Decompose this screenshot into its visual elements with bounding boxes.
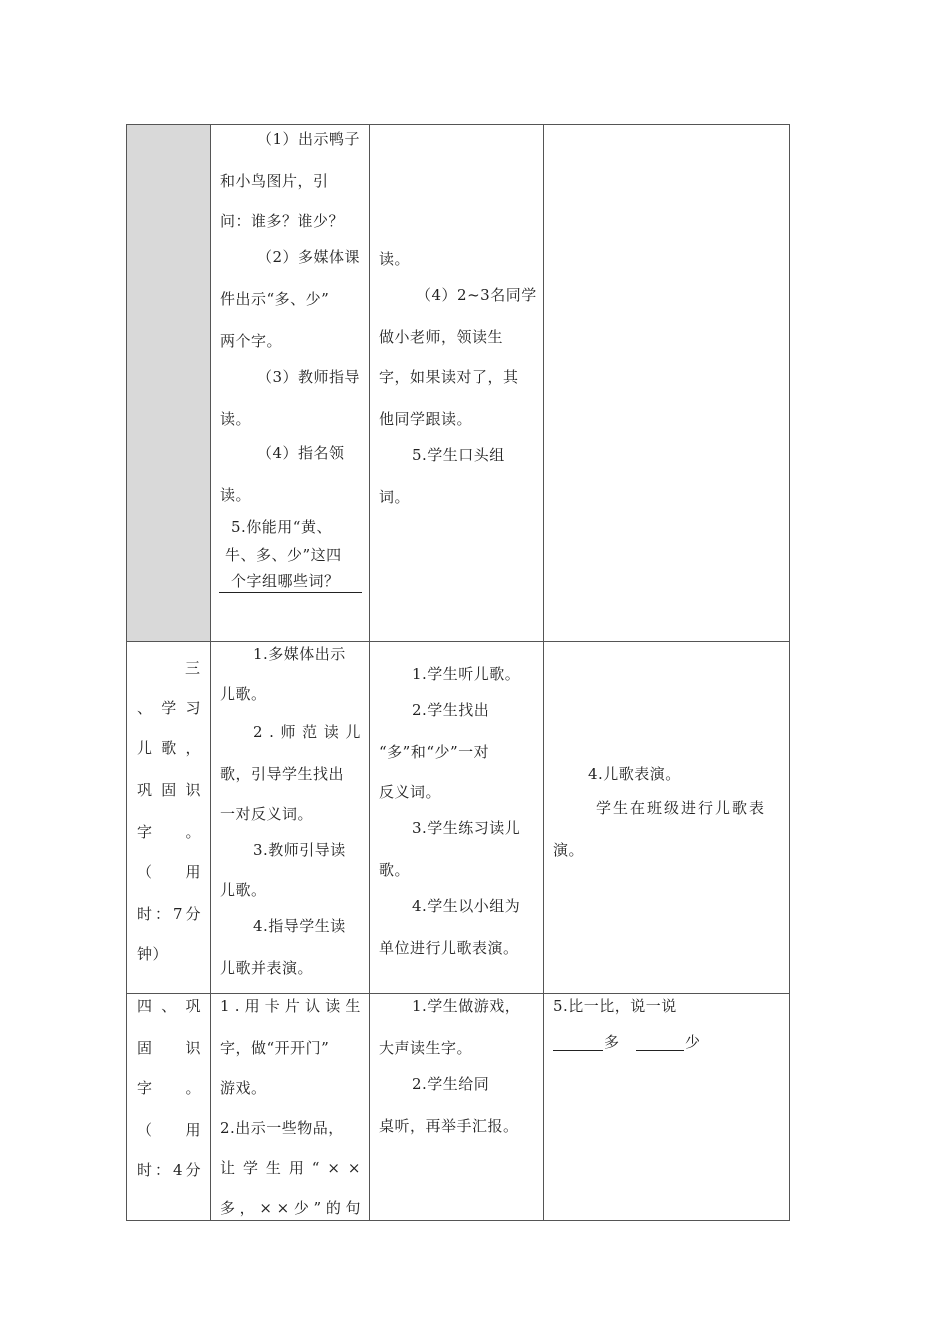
stage-text-line: 巩 固 识 — [137, 781, 201, 799]
text-line: 问：谁多？谁少？ — [220, 212, 345, 230]
text-line: 两个字。 — [220, 332, 283, 350]
text-line: 1 . 用 卡 片 认 读 生 — [220, 997, 361, 1015]
stage-cell-section4 — [126, 993, 211, 1221]
text-line: 个字组哪些词？ — [231, 572, 340, 590]
text-line: 2.学生找出 — [412, 701, 490, 719]
stage-cell-section3 — [126, 641, 211, 994]
stage-text-line: 四 、 巩 — [137, 997, 201, 1015]
stage-text-line: 时 ： 4 分 — [137, 1161, 201, 1179]
student-cell-section2 — [369, 124, 544, 642]
text-line: 大声读生字。 — [379, 1039, 473, 1057]
text-line: 让 学 生 用 “ × × — [220, 1159, 361, 1177]
text-line: 4.学生以小组为 — [412, 897, 521, 915]
text-line: 件出示“多、少” — [220, 290, 330, 308]
stage-text-line: （ 用 — [137, 863, 201, 881]
text-line: 1.学生做游戏， — [412, 997, 521, 1015]
stage-text-line: 三 — [185, 659, 201, 677]
text-line: （4）2~3名同学 — [416, 286, 537, 304]
text-line: 儿歌。 — [220, 881, 267, 899]
text-line: 学生在班级进行儿歌表 — [596, 799, 767, 817]
stage-text-line: 时 ： 7 分 — [137, 905, 201, 923]
underline — [219, 592, 362, 593]
text-line: （4）指名领 — [257, 444, 345, 462]
text-line: （1）出示鸭子 — [257, 130, 361, 148]
stage-text-line: 钟） — [137, 945, 169, 963]
text-line: 演。 — [553, 841, 585, 859]
text-line: 字，如果读对了，其 — [379, 368, 519, 386]
text-line: 2.学生给同 — [412, 1075, 490, 1093]
text-line: 歌。 — [379, 861, 411, 879]
stage-cell-section2 — [126, 124, 211, 642]
text-line: 3.学生练习读儿 — [412, 819, 521, 837]
stage-text-line: 固 识 — [137, 1039, 201, 1057]
stage-text-line: 、 学 习 — [137, 699, 201, 717]
text-line: 一对反义词。 — [220, 805, 314, 823]
text-line: 他同学跟读。 — [379, 410, 473, 428]
student-cell-section3 — [369, 641, 544, 994]
fill-blank-2 — [636, 1050, 684, 1051]
text-line: 儿歌。 — [220, 685, 267, 703]
text-line: 读。 — [220, 486, 252, 504]
text-line: 歌，引导学生找出 — [220, 765, 345, 783]
text-line: 4.指导学生读 — [253, 917, 346, 935]
text-line: 桌听，再举手汇报。 — [379, 1117, 519, 1135]
text-line: （3）教师指导 — [257, 368, 361, 386]
text-line: 1.多媒体出示 — [253, 645, 346, 663]
stage-text-line: （ 用 — [137, 1121, 201, 1139]
text-line: 2.出示一些物品， — [220, 1119, 344, 1137]
text-line: 多 ， × × 少 ” 的 句 — [220, 1199, 361, 1217]
text-line: 1.学生听儿歌。 — [412, 665, 521, 683]
text-line: 4.儿歌表演。 — [588, 765, 681, 783]
text-line: 读。 — [379, 250, 411, 268]
teacher-cell-section4 — [210, 993, 370, 1221]
text-line: （2）多媒体课 — [257, 248, 361, 266]
stage-text-line: 儿 歌 ， — [137, 739, 201, 757]
text-line: 5.你能用“黄、 — [231, 518, 332, 536]
practice-cell-section4 — [543, 993, 790, 1221]
fill-blank-1 — [553, 1050, 603, 1051]
practice-cell-section3 — [543, 641, 790, 994]
text-line: 字，做“开开门” — [220, 1039, 330, 1057]
text-line: 3.教师引导读 — [253, 841, 346, 859]
text-line: 单位进行儿歌表演。 — [379, 939, 519, 957]
text-line: 2 . 师 范 读 儿 — [253, 723, 361, 741]
text-line: 做小老师，领读生 — [379, 328, 504, 346]
text-line: 游戏。 — [220, 1079, 267, 1097]
text-line: 儿歌并表演。 — [220, 959, 314, 977]
text-line: 读。 — [220, 410, 252, 428]
practice-cell-section2 — [543, 124, 790, 642]
exercise-title: 5.比一比，说一说 — [553, 997, 677, 1015]
blank-label-less: 少 — [685, 1033, 701, 1051]
stage-text-line: 字 。 — [137, 823, 201, 841]
stage-text-line: 字 。 — [137, 1079, 201, 1097]
text-line: 5.学生口头组 — [412, 446, 505, 464]
student-cell-section4 — [369, 993, 544, 1221]
blank-label-more: 多 — [604, 1033, 620, 1051]
text-line: 词。 — [379, 488, 411, 506]
text-line: 牛、多、少”这四 — [225, 546, 342, 564]
text-line: 反义词。 — [379, 783, 442, 801]
text-line: “多”和“少”一对 — [379, 743, 490, 761]
teacher-cell-section2 — [210, 124, 370, 642]
teacher-cell-section3 — [210, 641, 370, 994]
text-line: 和小鸟图片，引 — [220, 172, 329, 190]
